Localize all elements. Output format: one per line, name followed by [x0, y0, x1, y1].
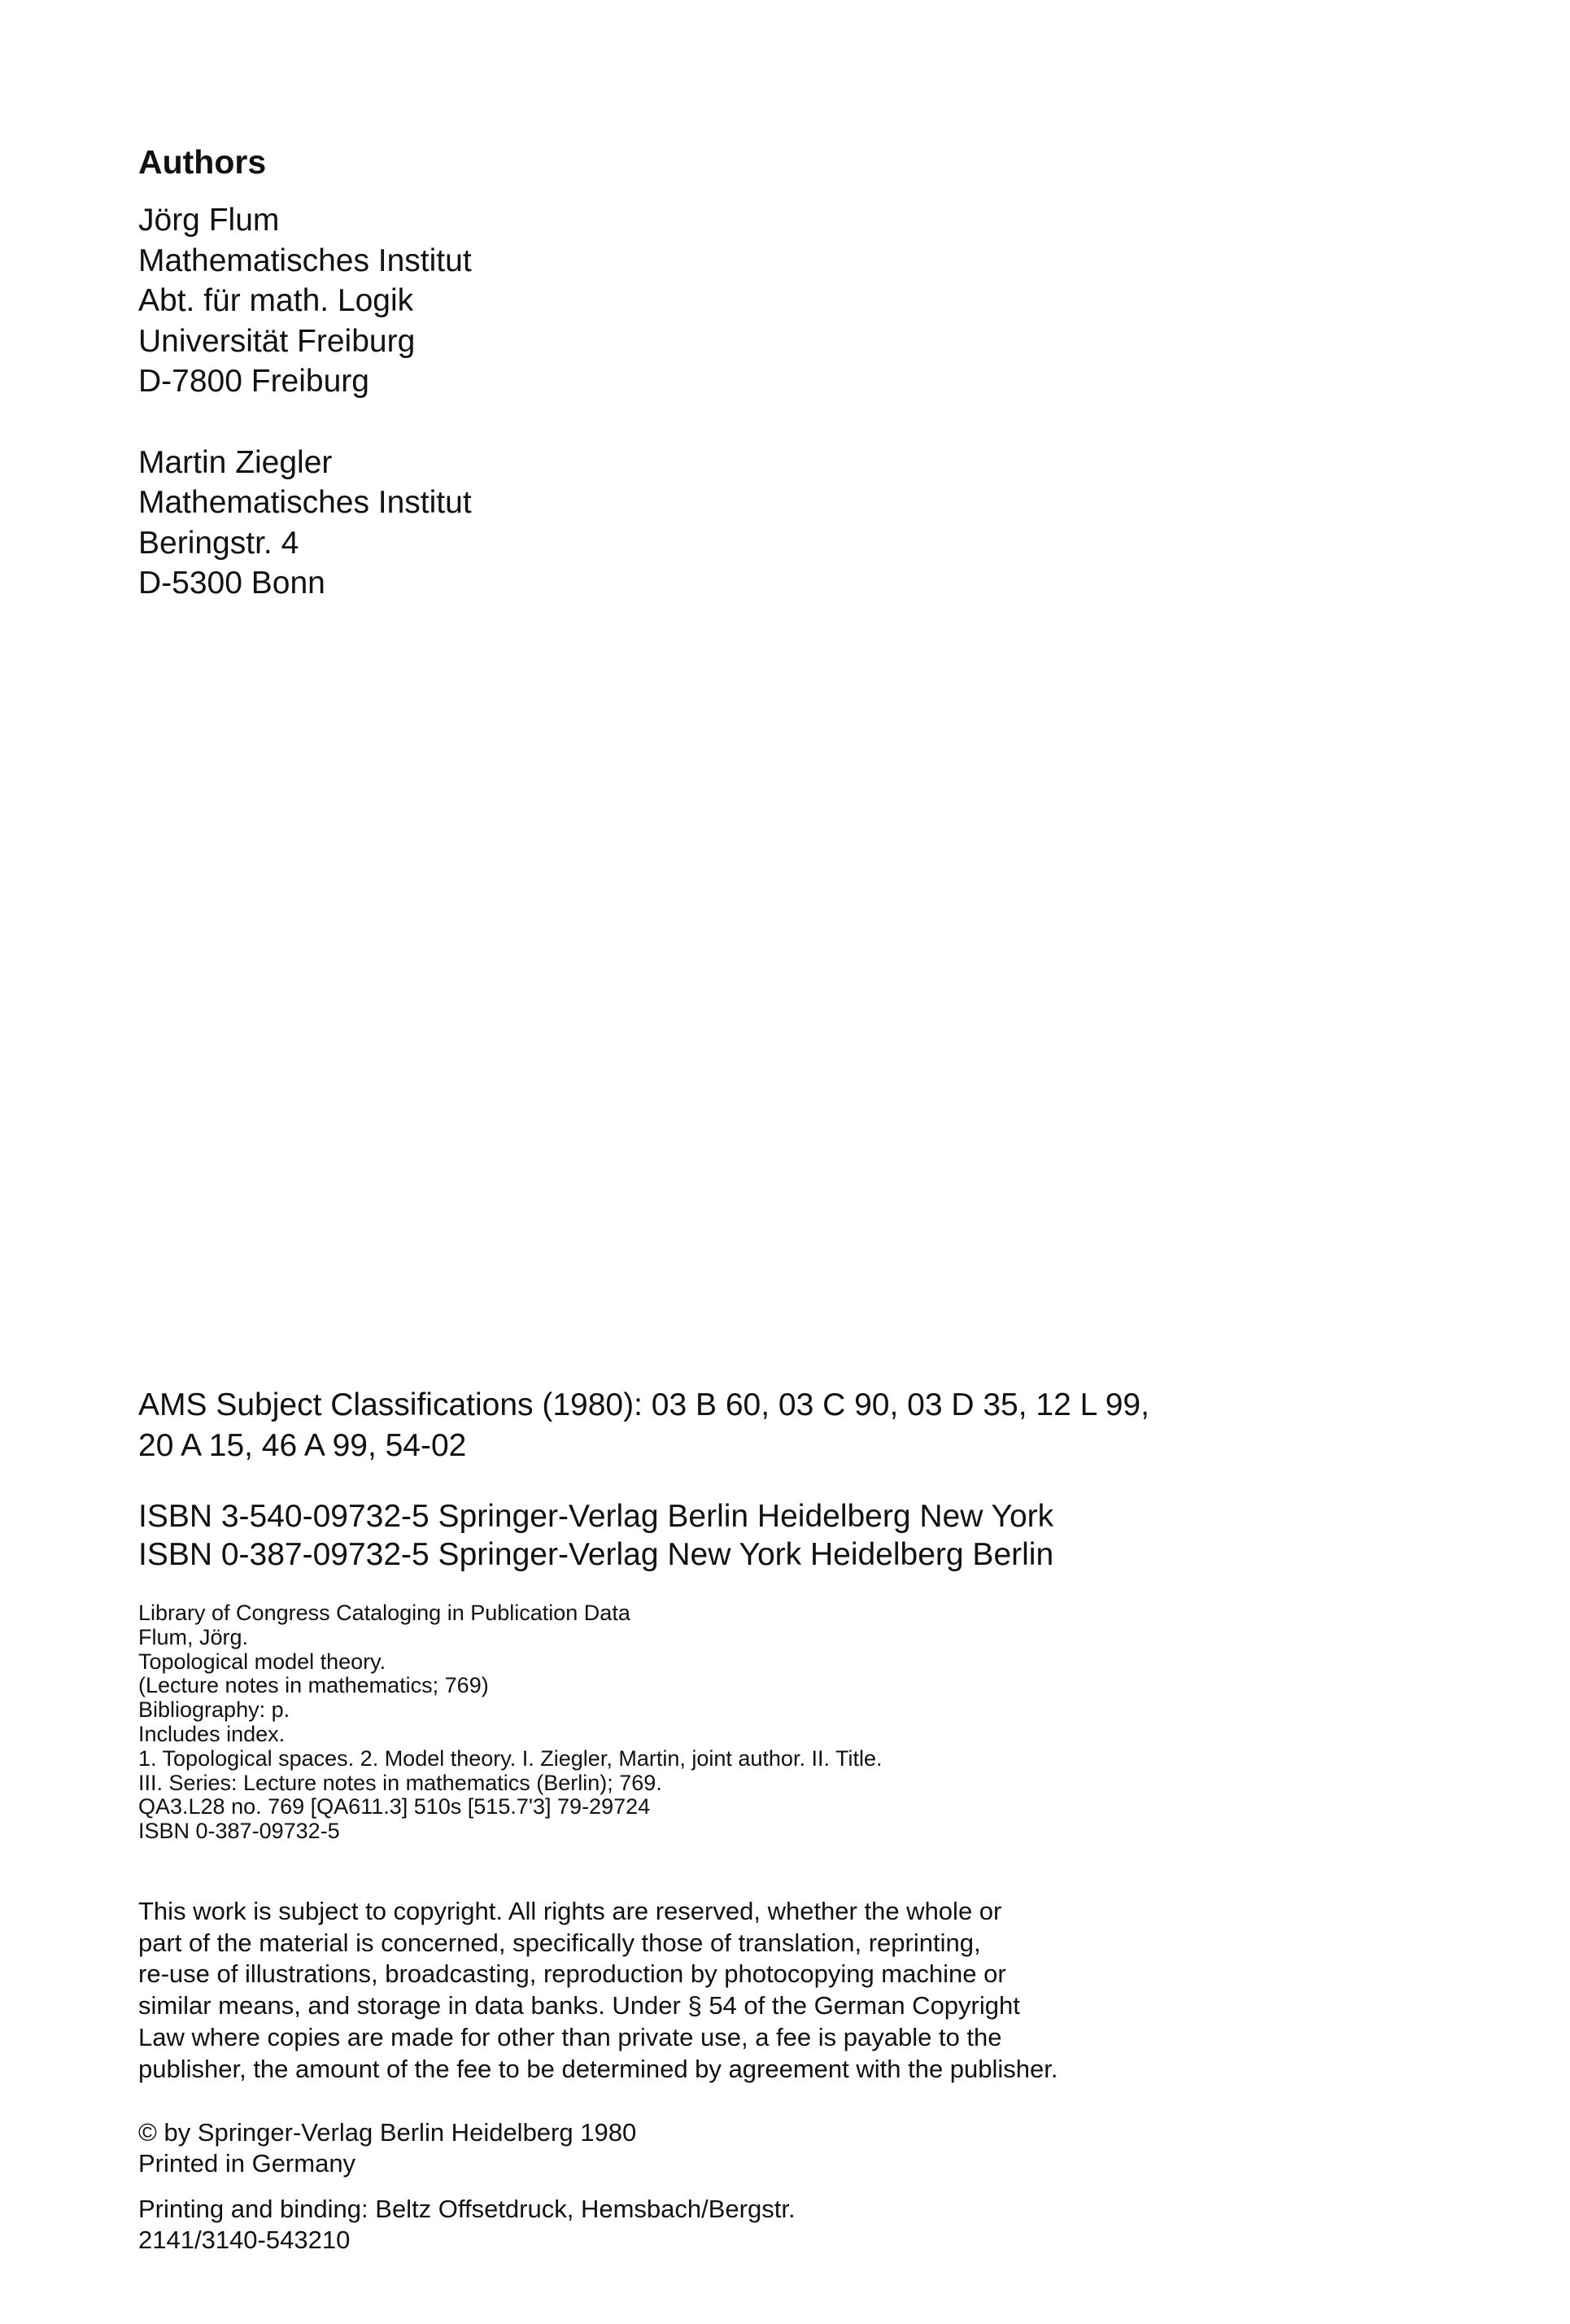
- copyright-line: This work is subject to copyright. All rights are reserved, whether the whole or: [138, 1897, 1002, 1925]
- address-line: D-5300 Bonn: [138, 566, 325, 601]
- cip-line: Bibliography: p.: [138, 1697, 290, 1723]
- cip-line: 1. Topological spaces. 2. Model theory. I. Ziegler, Martin, joint author. II. Title.: [138, 1745, 883, 1771]
- author-name: Martin Ziegler: [138, 444, 333, 480]
- cataloging-in-publication-data: [138, 1601, 1358, 1844]
- copyright-line: part of the material is concerned, specifically those of translation, reprinting,: [138, 1928, 981, 1957]
- isbn-line: ISBN 0-387-09732-5 Springer-Verlag New York Heidelberg Berlin: [138, 1537, 1054, 1572]
- cip-line: ISBN 0-387-09732-5: [138, 1819, 340, 1844]
- authors-heading: Authors: [138, 143, 267, 181]
- printing-info: [138, 2194, 1358, 2256]
- cip-line: III. Series: Lecture notes in mathematics (Berlin); 769.: [138, 1770, 662, 1795]
- publisher-imprint: [138, 2117, 1358, 2179]
- copyright-notice: [138, 1896, 1358, 2085]
- ams-line: 20 A 15, 46 A 99, 54-02: [138, 1428, 467, 1463]
- cip-line: Flum, Jörg.: [138, 1624, 249, 1649]
- copyright-line: publisher, the amount of the fee to be determined by agreement with the publisher.: [138, 2054, 1058, 2083]
- address-line: Beringstr. 4: [138, 525, 299, 561]
- address-line: Abt. für math. Logik: [138, 283, 414, 318]
- cip-line: Topological model theory.: [138, 1649, 386, 1674]
- copyright-line: Law where copies are made for other than private use, a fee is payable to the: [138, 2022, 1002, 2051]
- print-code-line: 2141/3140-543210: [138, 2226, 351, 2254]
- printed-in-line: Printed in Germany: [138, 2149, 356, 2178]
- address-line: D-7800 Freiburg: [138, 364, 369, 399]
- publisher-line: © by Springer-Verlag Berlin Heidelberg 1980: [138, 2118, 637, 2147]
- isbn-block: [138, 1497, 1358, 1574]
- address-line: Mathematisches Institut: [138, 485, 472, 520]
- copyright-line: similar means, and storage in data banks. Under § 54 of the German Copyright: [138, 1991, 1020, 2020]
- copyright-line: re-use of illustrations, broadcasting, reproduction by photocopying machine or: [138, 1959, 1006, 1989]
- cip-line: Library of Congress Cataloging in Publication Data: [138, 1601, 630, 1625]
- cip-line: Includes index.: [138, 1721, 286, 1746]
- address-line: Universität Freiburg: [138, 323, 416, 359]
- author-address-ziegler: [138, 443, 1196, 604]
- authors-section: [138, 138, 1196, 644]
- ams-classifications: [138, 1385, 1358, 1466]
- address-line: Mathematisches Institut: [138, 242, 472, 278]
- author-name: Jörg Flum: [138, 203, 280, 238]
- ams-line: AMS Subject Classifications (1980): 03 B 60, 03 C 90, 03 D 35, 12 L 99,: [138, 1387, 1149, 1422]
- printing-line: Printing and binding: Beltz Offsetdruck, Hemsbach/Bergstr.: [138, 2195, 796, 2223]
- cip-line: (Lecture notes in mathematics; 769): [138, 1673, 489, 1698]
- isbn-line: ISBN 3-540-09732-5 Springer-Verlag Berlin Heidelberg New York: [138, 1499, 1054, 1534]
- author-address-flum: [138, 200, 1196, 402]
- cip-line: QA3.L28 no. 769 [QA611.3] 510s [515.7'3] 79-29724: [138, 1794, 651, 1819]
